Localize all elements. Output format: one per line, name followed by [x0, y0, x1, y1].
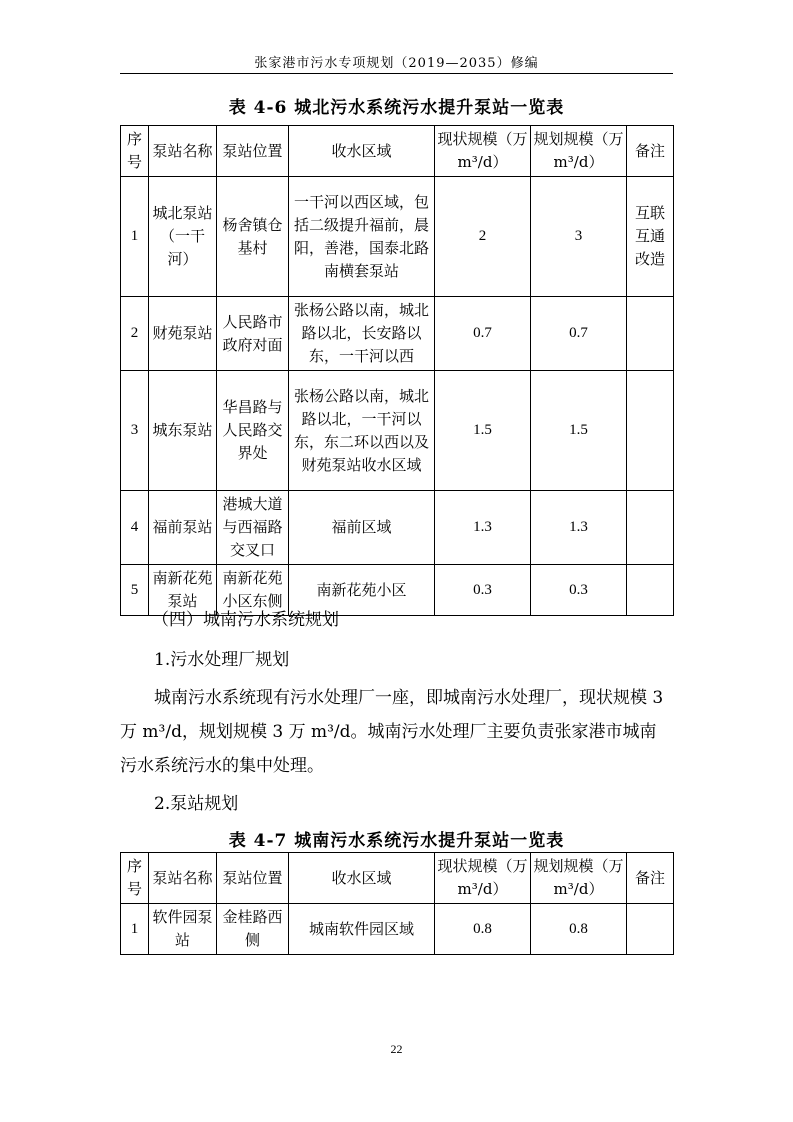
col-header-note: 备注	[627, 126, 674, 177]
table-row	[121, 491, 674, 565]
cell-location: 港城大道与西福路交叉口	[217, 491, 289, 565]
cell-planned: 0.3	[531, 565, 627, 616]
cell-name: 城北泵站（一干河）	[149, 177, 217, 297]
cell-area: 张杨公路以南，城北路以北，一干河以东，东二环以西以及财苑泵站收水区域	[289, 371, 435, 491]
cell-location: 南新花苑小区东侧	[217, 565, 289, 616]
table-row	[121, 297, 674, 371]
col-header-note: 备注	[627, 853, 674, 904]
col-header-name: 泵站名称	[149, 126, 217, 177]
cell-name: 福前泵站	[149, 491, 217, 565]
subheading-treatment-plant: 1.污水处理厂规划	[154, 650, 290, 670]
cell-no: 2	[121, 297, 149, 371]
cell-planned: 0.7	[531, 297, 627, 371]
cell-area: 一干河以西区域，包括二级提升福前，晨阳，善港，国泰北路南横套泵站	[289, 177, 435, 297]
col-header-planned: 规划规模（万 m³/d）	[531, 853, 627, 904]
section-heading: （四）城南污水系统规划	[152, 610, 339, 630]
cell-location: 华昌路与人民路交界处	[217, 371, 289, 491]
table-header-row	[121, 853, 674, 904]
cell-no: 1	[121, 177, 149, 297]
cell-current: 2	[435, 177, 531, 297]
cell-no: 5	[121, 565, 149, 616]
table-4-6	[120, 125, 674, 616]
cell-note	[627, 297, 674, 371]
cell-note	[627, 491, 674, 565]
cell-note	[627, 904, 674, 955]
cell-no: 3	[121, 371, 149, 491]
cell-planned: 0.8	[531, 904, 627, 955]
cell-name: 南新花苑泵站	[149, 565, 217, 616]
cell-planned: 1.3	[531, 491, 627, 565]
header-rule	[120, 73, 673, 74]
table-row	[121, 371, 674, 491]
table-row	[121, 904, 674, 955]
cell-name: 财苑泵站	[149, 297, 217, 371]
cell-current: 0.7	[435, 297, 531, 371]
cell-name: 城东泵站	[149, 371, 217, 491]
col-header-location: 泵站位置	[217, 126, 289, 177]
col-header-location: 泵站位置	[217, 853, 289, 904]
cell-planned: 3	[531, 177, 627, 297]
cell-area: 城南软件园区域	[289, 904, 435, 955]
table-row	[121, 177, 674, 297]
cell-no: 1	[121, 904, 149, 955]
col-header-no: 序号	[121, 853, 149, 904]
cell-location: 杨舍镇仓基村	[217, 177, 289, 297]
cell-planned: 1.5	[531, 371, 627, 491]
cell-current: 1.3	[435, 491, 531, 565]
cell-current: 1.5	[435, 371, 531, 491]
cell-location: 金桂路西侧	[217, 904, 289, 955]
table-4-7-caption: 表 4-7 城南污水系统污水提升泵站一览表	[228, 831, 565, 851]
cell-no: 4	[121, 491, 149, 565]
cell-area: 张杨公路以南，城北路以北，长安路以东，一干河以西	[289, 297, 435, 371]
running-header: 张家港市污水专项规划（2019—2035）修编	[254, 56, 539, 71]
cell-note	[627, 371, 674, 491]
cell-current: 0.3	[435, 565, 531, 616]
cell-area: 福前区域	[289, 491, 435, 565]
page-number: 22	[390, 1042, 403, 1056]
table-header-row	[121, 126, 674, 177]
col-header-current: 现状规模（万 m³/d）	[435, 126, 531, 177]
cell-name: 软件园泵站	[149, 904, 217, 955]
cell-note: 互联互通改造	[627, 177, 674, 297]
cell-location: 人民路市政府对面	[217, 297, 289, 371]
col-header-area: 收水区域	[289, 853, 435, 904]
cell-area: 南新花苑小区	[289, 565, 435, 616]
col-header-current: 现状规模（万 m³/d）	[435, 853, 531, 904]
col-header-area: 收水区域	[289, 126, 435, 177]
subheading-pump-station: 2.泵站规划	[154, 794, 239, 814]
table-4-7	[120, 852, 674, 955]
body-paragraph: 城南污水系统现有污水处理厂一座，即城南污水处理厂，现状规模 3 万 m³/d，规划规模 3 万 m³/d。城南污水处理厂主要负责张家港市城南污水系统污水的集中处理。	[120, 688, 664, 776]
col-header-no: 序号	[121, 126, 149, 177]
col-header-planned: 规划规模（万 m³/d）	[531, 126, 627, 177]
col-header-name: 泵站名称	[149, 853, 217, 904]
cell-current: 0.8	[435, 904, 531, 955]
table-4-6-caption: 表 4-6 城北污水系统污水提升泵站一览表	[228, 98, 565, 118]
